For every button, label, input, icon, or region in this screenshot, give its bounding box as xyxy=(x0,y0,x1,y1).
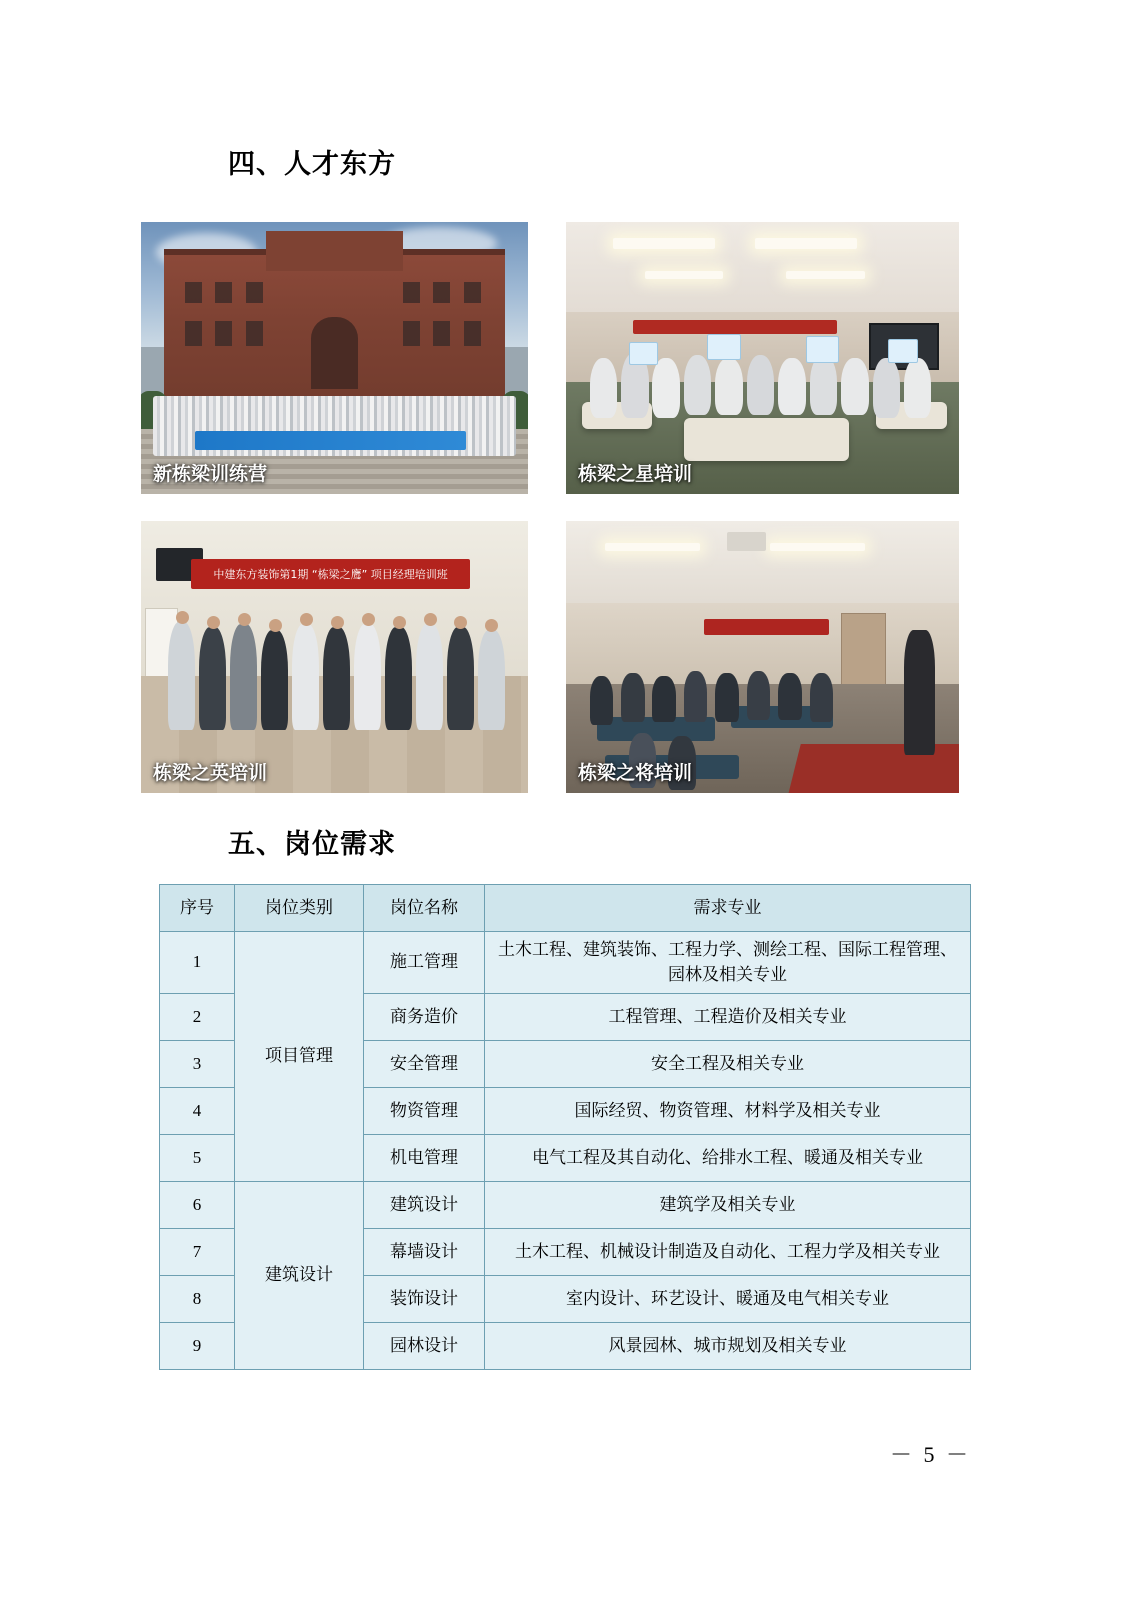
person-head xyxy=(393,616,406,629)
cell-no: 1 xyxy=(160,932,235,994)
column-header-position: 岗位名称 xyxy=(364,885,485,932)
cell-no: 5 xyxy=(160,1135,235,1182)
photo-new-pillar-camp xyxy=(141,222,528,494)
ceiling-light xyxy=(755,238,857,249)
section-heading-jobs: 五、岗位需求 xyxy=(228,829,396,860)
cell-major: 风景园林、城市规划及相关专业 xyxy=(485,1323,971,1370)
cell-no: 4 xyxy=(160,1088,235,1135)
photo-caption: 栋梁之星培训 xyxy=(578,463,693,485)
hand-sign xyxy=(806,336,839,362)
person xyxy=(168,622,195,731)
table-row xyxy=(160,1182,971,1229)
cell-category: 建筑设计 xyxy=(235,1182,364,1370)
speaker xyxy=(904,630,935,755)
photo-elite-training xyxy=(141,521,528,793)
person-head xyxy=(176,611,189,624)
photo-star-training xyxy=(566,222,959,494)
section-heading-talent: 四、人才东方 xyxy=(228,149,396,180)
cell-no: 2 xyxy=(160,994,235,1041)
event-banner xyxy=(195,431,466,450)
cell-major: 室内设计、环艺设计、暖通及电气相关专业 xyxy=(485,1276,971,1323)
person xyxy=(747,671,771,720)
ceiling-light xyxy=(786,271,865,279)
window xyxy=(433,321,450,346)
ceiling-light xyxy=(770,543,864,551)
cell-major: 土木工程、机械设计制造及自动化、工程力学及相关专业 xyxy=(485,1229,971,1276)
column-header-no: 序号 xyxy=(160,885,235,932)
window xyxy=(403,321,420,346)
cell-position: 物资管理 xyxy=(364,1088,485,1135)
job-requirements-table xyxy=(159,884,971,1370)
cell-no: 7 xyxy=(160,1229,235,1276)
person xyxy=(652,676,676,722)
window xyxy=(215,282,232,304)
person xyxy=(590,676,614,725)
door xyxy=(841,613,886,686)
cell-category: 项目管理 xyxy=(235,932,364,1182)
person-head xyxy=(269,619,282,632)
round-table xyxy=(684,418,849,462)
cell-no: 3 xyxy=(160,1041,235,1088)
window xyxy=(215,321,232,346)
cell-no: 9 xyxy=(160,1323,235,1370)
window xyxy=(464,321,481,346)
stage-banner xyxy=(633,320,837,334)
person xyxy=(778,673,802,719)
table-header-row xyxy=(160,885,971,932)
person xyxy=(778,358,806,415)
photo-general-training xyxy=(566,521,959,793)
cell-position: 园林设计 xyxy=(364,1323,485,1370)
cell-major: 国际经贸、物资管理、材料学及相关专业 xyxy=(485,1088,971,1135)
person xyxy=(621,673,645,722)
hand-sign xyxy=(888,339,918,363)
cell-major: 建筑学及相关专业 xyxy=(485,1182,971,1229)
person xyxy=(199,627,226,730)
person-head xyxy=(207,616,220,629)
person-head xyxy=(424,613,437,626)
cell-major: 工程管理、工程造价及相关专业 xyxy=(485,994,971,1041)
cell-major: 土木工程、建筑装饰、工程力学、测绘工程、国际工程管理、园林及相关专业 xyxy=(485,932,971,994)
ceiling-light xyxy=(613,238,715,249)
ceiling-light xyxy=(645,271,724,279)
person xyxy=(478,630,505,731)
cell-position: 建筑设计 xyxy=(364,1182,485,1229)
hand-sign xyxy=(707,334,740,360)
photo-caption: 栋梁之将培训 xyxy=(578,762,693,784)
person xyxy=(385,627,412,730)
window xyxy=(246,321,263,346)
cell-position: 施工管理 xyxy=(364,932,485,994)
person xyxy=(652,358,680,418)
cell-position: 机电管理 xyxy=(364,1135,485,1182)
cell-no: 6 xyxy=(160,1182,235,1229)
hand-sign xyxy=(629,342,659,366)
person xyxy=(715,673,739,722)
window xyxy=(185,321,202,346)
window xyxy=(246,282,263,304)
person xyxy=(747,355,775,415)
person-head xyxy=(331,616,344,629)
person-head xyxy=(362,613,375,626)
column-header-category: 岗位类别 xyxy=(235,885,364,932)
training-banner-text: 中建东方装饰第1期 “栋梁之鹰” 项目经理培训班 xyxy=(213,568,448,582)
table-row xyxy=(160,932,971,994)
person xyxy=(292,624,319,730)
person xyxy=(447,627,474,730)
person xyxy=(684,671,708,723)
cell-position: 装饰设计 xyxy=(364,1276,485,1323)
entrance-arch xyxy=(311,317,359,389)
person xyxy=(715,358,743,415)
person xyxy=(323,627,350,730)
window xyxy=(185,282,202,304)
cell-position: 幕墙设计 xyxy=(364,1229,485,1276)
person xyxy=(590,358,618,418)
window xyxy=(403,282,420,304)
cell-position: 商务造价 xyxy=(364,994,485,1041)
person xyxy=(810,355,838,415)
photo-caption: 新栋梁训练营 xyxy=(153,463,268,485)
cell-no: 8 xyxy=(160,1276,235,1323)
person xyxy=(354,624,381,730)
window xyxy=(464,282,481,304)
training-banner xyxy=(191,559,470,589)
person xyxy=(684,355,712,415)
person xyxy=(904,358,932,418)
person xyxy=(810,673,834,722)
person xyxy=(230,624,257,730)
person xyxy=(416,624,443,730)
person xyxy=(841,358,869,415)
projector xyxy=(727,532,766,551)
window xyxy=(433,282,450,304)
ceiling xyxy=(566,222,959,312)
person xyxy=(873,358,901,418)
stage-banner xyxy=(704,619,830,635)
cell-major: 安全工程及相关专业 xyxy=(485,1041,971,1088)
column-header-major: 需求专业 xyxy=(485,885,971,932)
cell-position: 安全管理 xyxy=(364,1041,485,1088)
photo-caption: 栋梁之英培训 xyxy=(153,762,268,784)
person xyxy=(261,630,288,731)
building-tower xyxy=(266,231,402,270)
ceiling-light xyxy=(605,543,699,551)
cell-major: 电气工程及其自动化、给排水工程、暖通及相关专业 xyxy=(485,1135,971,1182)
page-number: － 5 － xyxy=(889,1442,971,1467)
